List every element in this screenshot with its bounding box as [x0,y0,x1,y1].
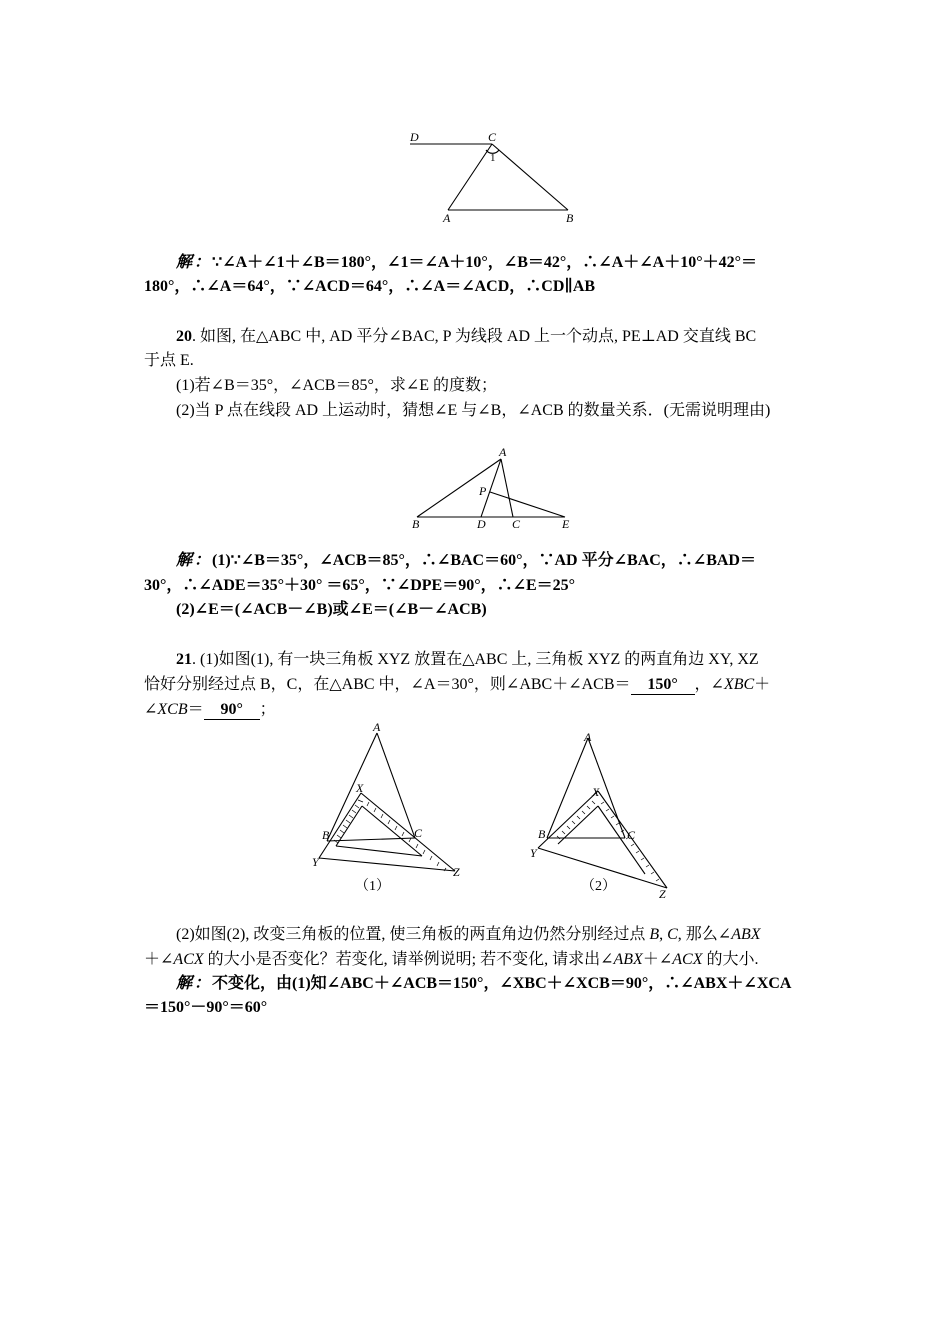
solution-20-line-1: 解：(1)∵∠B＝35°，∠ACB＝85°，∴∠BAC＝60°，∵AD 平分∠BAC，∴∠BAD＝ [176,552,756,569]
label-Z: Z [659,887,666,901]
question-21-part-2-cont: ＋∠ACX 的大小是否变化？若变化, 请举例说明; 若不变化, 请求出∠ABX＋∠ACX 的大小. [144,951,759,968]
label-B: B [412,517,420,531]
question-20-stem-cont: 于点 E. [144,352,194,369]
figure-21-1 [319,733,455,871]
label-C: C [627,828,636,842]
label-B: B [322,828,330,842]
solution-19-line-1: 解：∵∠A＋∠1＋∠B＝180°，∠1＝∠A＋10°，∠B＝42°，∴∠A＋∠A＋10°＋42°＝ [176,254,758,271]
label-A: A [443,211,451,225]
answer-blank-1: 150° [631,676,695,695]
figure-q20 [405,444,580,534]
question-21-stem-cont-2: ∠XCB＝ 90° ； [144,701,276,718]
label-C: C [414,826,423,840]
solution-label: 解： [176,975,213,992]
answer-blank-2: 90° [204,701,260,720]
label-X: X [592,785,600,799]
caption-2: （2） [581,879,616,894]
label-X: X [356,781,364,795]
label-D: D [477,517,486,531]
label-B: B [538,827,546,841]
figure-q19 [400,128,590,228]
solution-20-line-3: (2)∠E＝(∠ACB－∠B)或∠E＝(∠B－∠ACB) [176,601,487,618]
label-A: A [499,445,507,459]
label-C: C [512,517,521,531]
caption-1: （1） [355,879,390,894]
solution-20-line-2: 30°，∴∠ADE＝35°＋30° ＝65°，∵∠DPE＝90°，∴∠E＝25° [144,577,576,594]
label-B: B [566,211,574,225]
question-21-stem-cont: 恰好分别经过点 B，C，在△ABC 中，∠A＝30°，则∠ABC＋∠ACB＝ 150° ，∠XBC＋ [144,676,771,693]
label-Z: Z [453,865,460,879]
solution-label: 解： [176,552,213,569]
label-angle-1: 1 [490,152,496,164]
label-Y: Y [312,855,319,869]
question-number: 20 [176,328,192,345]
question-21-stem: 21. (1)如图(1), 有一块三角板 XYZ 放置在△ABC 上, 三角板 XYZ 的两直角边 XY, XZ [176,651,759,668]
figure-q21 [300,718,680,903]
label-E: E [562,517,570,531]
question-20-part-2: (2)当 P 点在线段 AD 上运动时，猜想∠E 与∠B，∠ACB 的数量关系．(无需说明理由) [176,402,771,419]
label-Y: Y [530,846,537,860]
question-number: 21 [176,651,192,668]
label-D: D [410,130,419,144]
solution-label: 解： [176,254,213,271]
question-20-part-1: (1)若∠B＝35°，∠ACB＝85°，求∠E 的度数； [176,377,498,394]
label-C: C [488,130,497,144]
question-21-part-2: (2)如图(2), 改变三角板的位置, 使三角板的两直角边仍然分别经过点 B, C, 那么∠ABX [176,926,761,943]
question-20-stem: 20. 如图, 在△ABC 中, AD 平分∠BAC, P 为线段 AD 上一个动点, PE⊥AD 交直线 BC [176,328,757,345]
solution-19-line-2: 180°，∴∠A＝64°，∵∠ACD＝64°，∴∠A＝∠ACD，∴CD∥AB [144,278,596,295]
solution-21-line-2: ＝150°－90°＝60° [144,999,268,1016]
label-A: A [373,720,381,734]
label-P: P [479,484,487,498]
solution-21-line-1: 解：不变化，由(1)知∠ABC＋∠ACB＝150°，∠XBC＋∠XCB＝90°，∴∠ABX＋∠XCA [176,975,792,992]
label-A: A [584,730,592,744]
